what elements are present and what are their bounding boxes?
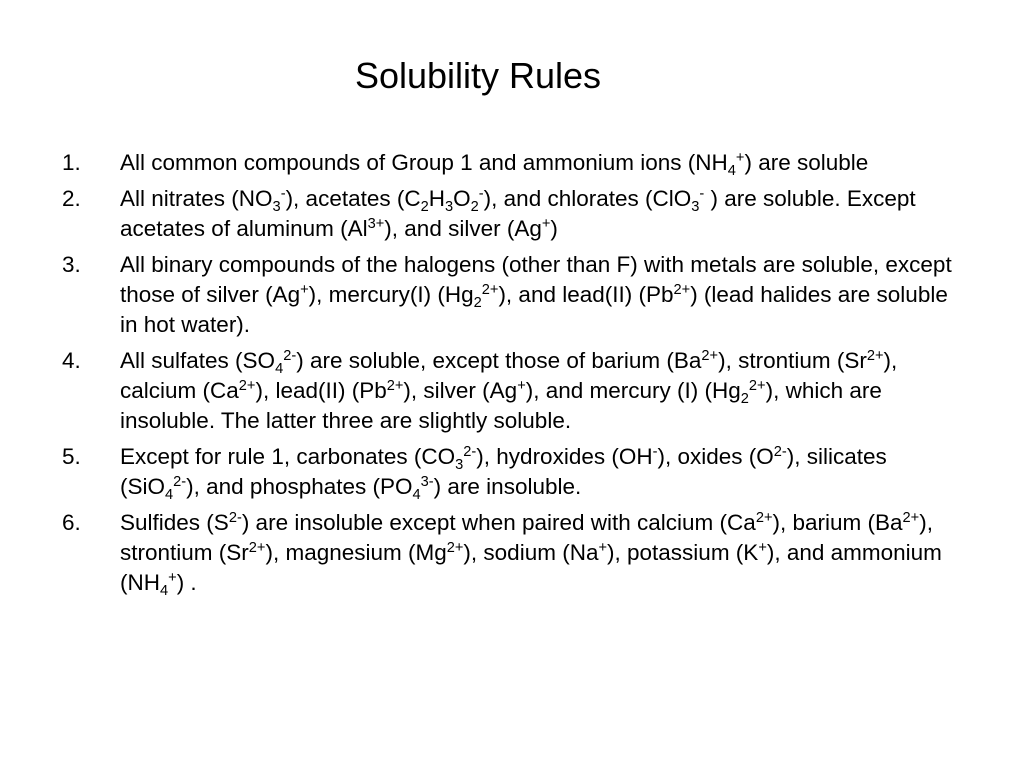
rule-text bbox=[120, 148, 962, 178]
subscript: 3 bbox=[691, 199, 700, 216]
subscript: 4 bbox=[160, 583, 169, 600]
text-run: ), silicates (SiO bbox=[120, 444, 887, 499]
superscript: 2+ bbox=[386, 377, 404, 394]
rule-number: 1. bbox=[62, 150, 81, 175]
superscript: 3- bbox=[420, 473, 434, 490]
superscript: + bbox=[168, 569, 177, 586]
rule-item bbox=[62, 148, 962, 178]
text-run: ), hydroxides (OH bbox=[476, 444, 653, 469]
text-run: ), magnesium (Mg bbox=[265, 540, 447, 565]
slide-title: Solubility Rules bbox=[354, 55, 602, 96]
rules-list bbox=[62, 148, 962, 604]
superscript: - bbox=[478, 185, 484, 202]
superscript: 2+ bbox=[446, 539, 464, 556]
rule-number: 5. bbox=[62, 444, 81, 469]
text-run: ), and ammonium (NH bbox=[120, 540, 942, 595]
text-run: ), sodium (Na bbox=[463, 540, 599, 565]
superscript: 2+ bbox=[248, 539, 266, 556]
superscript: 2- bbox=[228, 509, 242, 526]
text-run: ) bbox=[550, 216, 558, 241]
superscript: + bbox=[300, 281, 309, 298]
text-run: ) are soluble. Except acetates of aluminum (Al bbox=[120, 186, 916, 241]
subscript: 4 bbox=[412, 487, 421, 504]
subscript: 2 bbox=[470, 199, 479, 216]
superscript: 2- bbox=[463, 443, 477, 460]
text-run: ), mercury(I) (Hg bbox=[308, 282, 474, 307]
subscript: 3 bbox=[455, 457, 464, 474]
superscript: + bbox=[541, 215, 551, 232]
rule-number: 3. bbox=[62, 252, 81, 277]
text-run: ), and phosphates (PO bbox=[186, 474, 413, 499]
text-run: ), and chlorates (ClO bbox=[483, 186, 692, 211]
superscript: 2+ bbox=[866, 347, 884, 364]
text-run: ) (lead halides are soluble in hot water). bbox=[120, 282, 948, 337]
rule-text bbox=[120, 250, 962, 340]
subscript: 2 bbox=[473, 295, 482, 312]
text-run: ), potassium (K bbox=[607, 540, 759, 565]
text-run: ), acetates (C bbox=[285, 186, 421, 211]
rule-text bbox=[120, 442, 962, 502]
subscript: 4 bbox=[275, 361, 284, 378]
subscript: 2 bbox=[740, 391, 749, 408]
text-run: H bbox=[428, 186, 445, 211]
subscript: 4 bbox=[165, 487, 174, 504]
text-run: ) are insoluble. bbox=[433, 474, 582, 499]
superscript: 2+ bbox=[481, 281, 499, 298]
text-run: ), and lead(II) (Pb bbox=[498, 282, 674, 307]
rule-item bbox=[62, 250, 962, 340]
superscript: 2+ bbox=[755, 509, 773, 526]
text-run: ), barium (Ba bbox=[772, 510, 903, 535]
text-run: All binary compounds of the halogens (other than F) with metals are soluble, except those of silver (Ag bbox=[120, 252, 952, 307]
subscript: 4 bbox=[727, 163, 736, 180]
superscript: 2- bbox=[773, 443, 787, 460]
text-run: All nitrates (NO bbox=[120, 186, 273, 211]
rule-text bbox=[120, 184, 962, 244]
text-run: ) are soluble, except those of barium (Ba bbox=[296, 348, 702, 373]
text-run: ), which are insoluble. The latter three are slightly soluble. bbox=[120, 378, 882, 433]
rule-number: 6. bbox=[62, 510, 81, 535]
text-run: ), lead(II) (Pb bbox=[255, 378, 387, 403]
rule-number: 4. bbox=[62, 348, 81, 373]
superscript: 2+ bbox=[701, 347, 719, 364]
subscript: 3 bbox=[445, 199, 454, 216]
text-run: ), and silver (Ag bbox=[384, 216, 542, 241]
text-run: ) are insoluble except when paired with calcium (Ca bbox=[241, 510, 756, 535]
superscript: - bbox=[652, 443, 658, 460]
rule-text bbox=[120, 508, 962, 598]
superscript: + bbox=[758, 539, 767, 556]
subscript: 3 bbox=[272, 199, 281, 216]
rule-text bbox=[120, 346, 962, 436]
text-run: ), strontium (Sr bbox=[120, 510, 933, 565]
text-run: Except for rule 1, carbonates (CO bbox=[120, 444, 456, 469]
superscript: + bbox=[517, 377, 526, 394]
superscript: 3+ bbox=[367, 215, 385, 232]
superscript: 2+ bbox=[238, 377, 256, 394]
text-run: ), calcium (Ca bbox=[120, 348, 898, 403]
rule-item bbox=[62, 346, 962, 436]
superscript: 2+ bbox=[673, 281, 691, 298]
text-run: ) . bbox=[176, 570, 197, 595]
rule-number: 2. bbox=[62, 186, 81, 211]
text-run: Sulfides (S bbox=[120, 510, 229, 535]
text-run: ), and mercury (I) (Hg bbox=[525, 378, 741, 403]
subscript: 2 bbox=[420, 199, 429, 216]
superscript: + bbox=[735, 149, 745, 166]
text-run: ), silver (Ag bbox=[403, 378, 518, 403]
text-run: ) are soluble bbox=[744, 150, 869, 175]
text-run: ), strontium (Sr bbox=[718, 348, 867, 373]
text-run: O bbox=[453, 186, 471, 211]
superscript: 2- bbox=[283, 347, 297, 364]
superscript: 2+ bbox=[902, 509, 920, 526]
text-run: ), oxides (O bbox=[657, 444, 774, 469]
superscript: - bbox=[280, 185, 286, 202]
superscript: 2- bbox=[173, 473, 187, 490]
rule-item bbox=[62, 508, 962, 598]
superscript: + bbox=[598, 539, 608, 556]
rule-item bbox=[62, 442, 962, 502]
text-run: All sulfates (SO bbox=[120, 348, 276, 373]
superscript: 2+ bbox=[748, 377, 766, 394]
superscript: - bbox=[699, 185, 705, 202]
text-run: All common compounds of Group 1 and ammonium ions (NH bbox=[120, 150, 728, 175]
rule-item bbox=[62, 184, 962, 244]
